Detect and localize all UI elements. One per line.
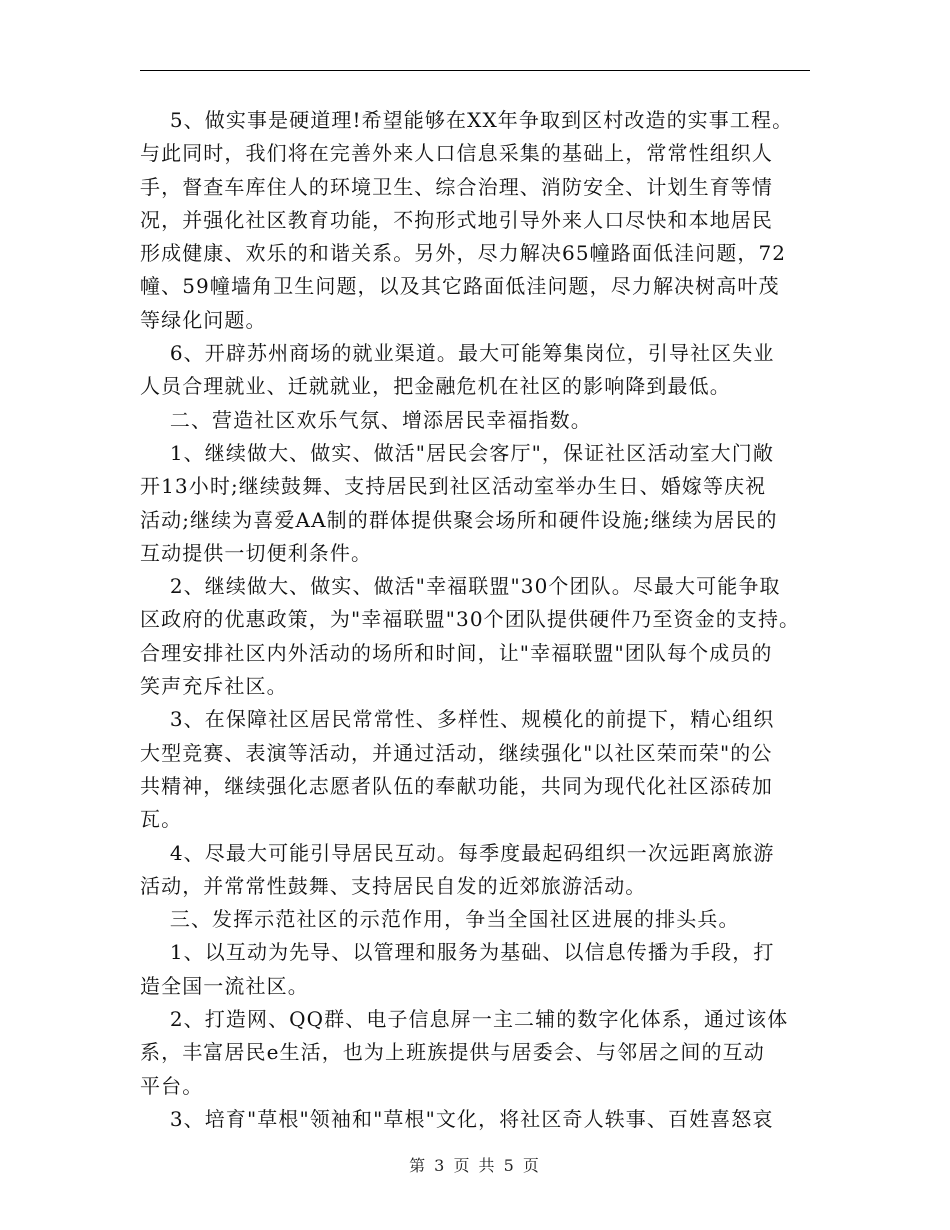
text-line: 互动提供一切便利条件。 <box>140 540 373 565</box>
text-line: 活动;继续为喜爱AA制的群体提供聚会场所和硬件设施;继续为居民的 <box>140 507 778 532</box>
text-line: 2、继续做大、做实、做活"幸福联盟"30个团队。尽最大可能争取 <box>140 574 781 599</box>
text-line: 共精神，继续强化志愿者队伍的奉献功能，共同为现代化社区添砖加 <box>140 773 773 798</box>
text-line: 大型竞赛、表演等活动，并通过活动，继续强化"以社区荣而荣"的公 <box>140 740 773 765</box>
text-line: 1、继续做大、做实、做活"居民会客厅"，保证社区活动室大门敞 <box>140 440 774 465</box>
text-line: 手，督查车库住人的环境卫生、综合治理、消防安全、计划生育等情 <box>140 174 773 199</box>
text-line: 5、做实事是硬道理!希望能够在XX年争取到区村改造的实事工程。 <box>140 108 794 132</box>
text-line: 三、发挥示范社区的示范作用，争当全国社区进展的排头兵。 <box>140 907 740 932</box>
text-line: 笑声充斥社区。 <box>140 674 288 699</box>
document-body <box>140 104 820 1136</box>
text-line: 等绿化问题。 <box>140 307 267 332</box>
text-line: 人员合理就业、迁就就业，把金融危机在社区的影响降到最低。 <box>140 374 731 399</box>
text-line: 6、开辟苏州商场的就业渠道。最大可能筹集岗位，引导社区失业 <box>140 341 775 366</box>
text-line: 幢、59幢墙角卫生问题，以及其它路面低洼问题，尽力解决树高叶茂 <box>140 274 780 299</box>
text-line: 3、培育"草根"领袖和"草根"文化，将社区奇人轶事、百姓喜怒哀 <box>140 1106 774 1131</box>
text-line: 活动，并常常性鼓舞、支持居民自发的近郊旅游活动。 <box>140 873 647 898</box>
text-line: 与此同时，我们将在完善外来人口信息采集的基础上，常常性组织人 <box>140 141 773 166</box>
text-line: 3、在保障社区居民常常性、多样性、规模化的前提下，精心组织 <box>140 707 775 732</box>
text-line: 1、以互动为先导、以管理和服务为基础、以信息传播为手段，打 <box>140 940 775 965</box>
text-line: 系，丰富居民e生活，也为上班族提供与居委会、与邻居之间的互动 <box>140 1040 765 1065</box>
page-number-footer: 第 3 页 共 5 页 <box>409 1156 541 1175</box>
text-line: 形成健康、欢乐的和谐关系。另外，尽力解决65幢路面低洼问题，72 <box>140 241 787 266</box>
text-line: 开13小时;继续鼓舞、支持居民到社区活动室举办生日、婚嫁等庆祝 <box>140 474 767 499</box>
text-line: 造全国一流社区。 <box>140 973 309 998</box>
text-line: 瓦。 <box>140 807 183 832</box>
text-line: 区政府的优惠政策，为"幸福联盟"30个团队提供硬件乃至资金的支持。 <box>140 607 801 632</box>
text-line: 2、打造网、QQ群、电子信息屏一主二辅的数字化体系，通过该体 <box>140 1007 789 1032</box>
text-line: 合理安排社区内外活动的场所和时间，让"幸福联盟"团队每个成员的 <box>140 640 773 665</box>
text-line: 况，并强化社区教育功能，不拘形式地引导外来人口尽快和本地居民 <box>140 207 773 232</box>
text-line: 二、营造社区欢乐气氛、增添居民幸福指数。 <box>140 407 592 432</box>
header-rule <box>140 70 810 71</box>
text-line: 4、尽最大可能引导居民互动。每季度最起码组织一次远距离旅游 <box>140 840 775 865</box>
text-line: 平台。 <box>140 1073 204 1098</box>
